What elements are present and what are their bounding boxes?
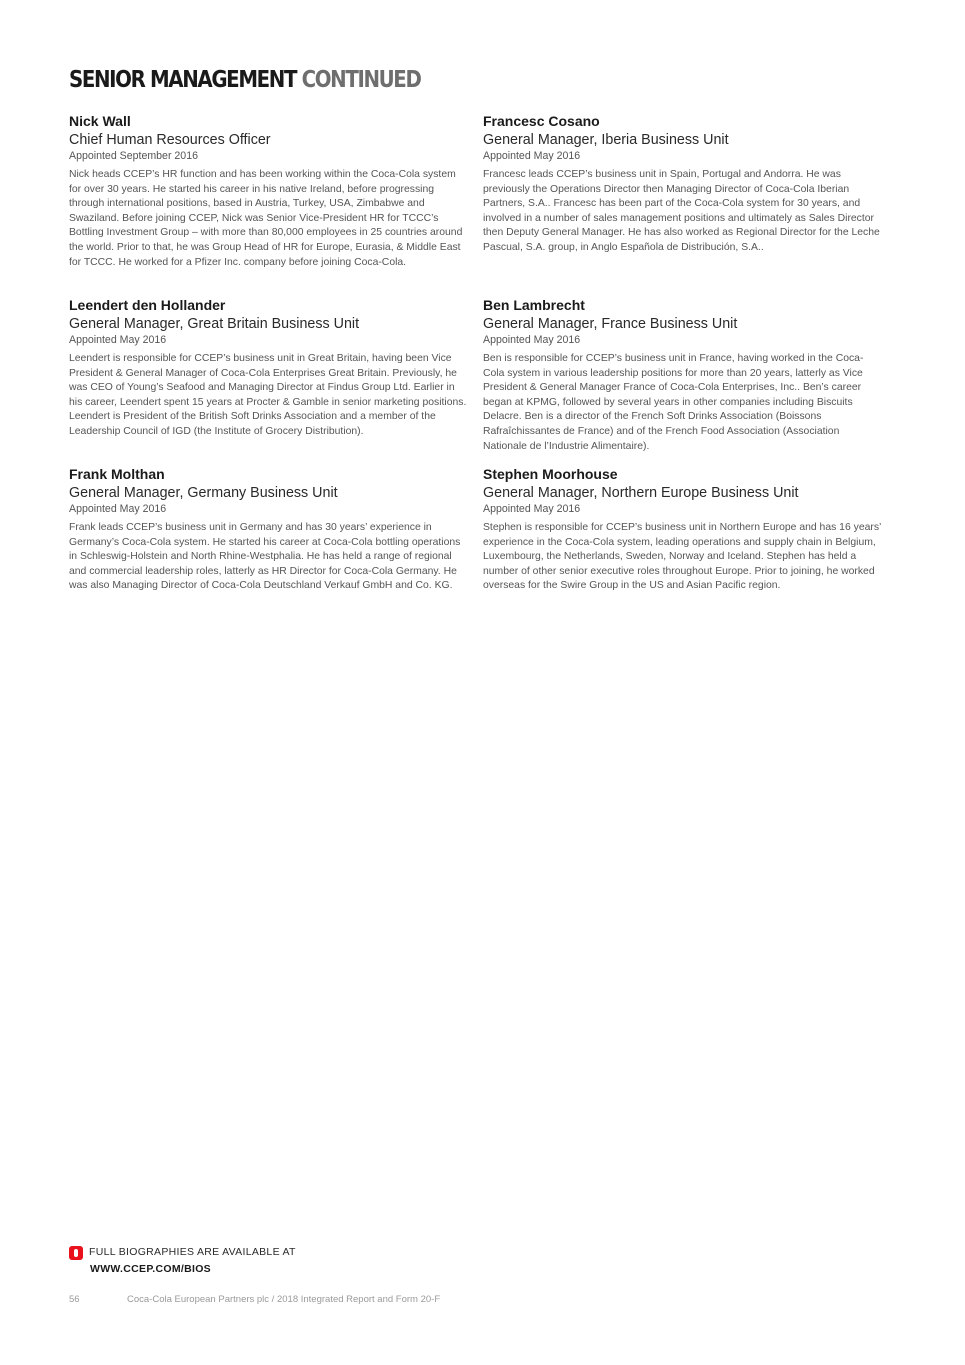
bio-stephen-moorhouse [483, 466, 883, 594]
bio-appointed: Appointed May 2016 [69, 334, 167, 346]
bio-role: General Manager, Northern Europe Business Unit [483, 485, 799, 501]
bio-francesc-cosano [483, 113, 883, 256]
bottle-icon [69, 1246, 83, 1260]
bio-role: General Manager, Germany Business Unit [69, 485, 338, 501]
heading-continued: CONTINUED [301, 67, 421, 93]
bios-url-link[interactable]: WWW.CCEP.COM/BIOS [90, 1263, 211, 1275]
bio-description: Frank leads CCEP’s business unit in Germany and has 30 years’ experience in Germany’s Coca-Cola system. He started his career at Coca-Cola bottling operations in Schleswig-Holstein and North Rhine-Westphalia. He has held a range of regional and commercial leadership roles, latterly as HR Director for Coca-Cola Germany. He was also Managing Director of Coca-Cola Deutschland Verkauf GmbH and Co. KG. [69, 522, 461, 592]
bio-frank-molthan [69, 466, 469, 594]
bio-appointed: Appointed May 2016 [483, 150, 581, 162]
bio-description: Nick heads CCEP’s HR function and has been working within the Coca-Cola system for over 30 years. He started his career in his native Ireland, before progressing through international positions, based in Austria, Turkey, USA, Zimbabwe and Swaziland. Before joining CCEP, Nick was Senior Vice-President HR for TCCC’s Bottling Investment Group – with more than 80,000 employees in 25 countries around the world. Prior to that, he was Group Head of HR for Europe, Eurasia, & Middle East for TCCC. He worked for a Pfizer Inc. company before joining Coca-Cola. [69, 169, 463, 268]
bio-description: Ben is responsible for CCEP’s business unit in France, having worked in the Coca-Cola system in various leadership positions for more than 20 years, latterly as Vice President & General Manager France of Coca-Cola Enterprises, Inc.. Ben’s career began at KPMG, followed by several years in other companies including Biscuits Delacre. Ben is a director of the French Soft Drinks Association (Boissons Rafraîchissantes de France) and of the French Food Association (Association Nationale de l’Industrie Alimentaire). [483, 353, 864, 452]
page-heading [69, 66, 420, 94]
heading-main: SENIOR MANAGEMENT [69, 67, 297, 93]
bio-description: Stephen is responsible for CCEP’s business unit in Northern Europe and has 16 years’ experience in the Coca-Cola system, leading operations and supply chain in Belgium, Luxembourg, the Netherlands, Sweden, Norway and Iceland. Stephen has held a number of other senior executive roles throughout Europe. Prior to joining, he worked overseas for the Swire Group in the US and Asian Pacific region. [483, 522, 881, 592]
page-footer [69, 1294, 440, 1305]
page-number: 56 [69, 1294, 80, 1305]
bio-name: Francesc Cosano [483, 113, 600, 129]
bio-nick-wall [69, 113, 469, 270]
bio-description: Leendert is responsible for CCEP’s business unit in Great Britain, having been Vice President & General Manager of Coca-Cola Enterprises Great Britain. Previously, he was CEO of Young’s Seafood and Managing Director at Findus Group Ltd. Earlier in his career, Leendert spent 15 years at Procter & Gamble in senior marketing positions. Leendert is President of the British Soft Drinks Association and a member of the Leadership Council of IGD (the Institute of Grocery Distribution). [69, 353, 467, 437]
full-biographies-text: FULL BIOGRAPHIES ARE AVAILABLE AT [89, 1246, 296, 1258]
bio-appointed: Appointed May 2016 [483, 334, 581, 346]
bio-name: Nick Wall [69, 113, 131, 129]
bio-name: Frank Molthan [69, 466, 165, 482]
bio-ben-lambrecht [483, 297, 883, 454]
bio-name: Stephen Moorhouse [483, 466, 618, 482]
bio-role: General Manager, France Business Unit [483, 316, 738, 332]
bio-name: Ben Lambrecht [483, 297, 585, 313]
bio-role: General Manager, Great Britain Business Unit [69, 316, 360, 332]
bio-leendert-den-hollander [69, 297, 469, 440]
bio-name: Leendert den Hollander [69, 297, 226, 313]
bio-role: General Manager, Iberia Business Unit [483, 132, 729, 148]
bio-appointed: Appointed May 2016 [483, 503, 581, 515]
footer-text: Coca-Cola European Partners plc / 2018 Integrated Report and Form 20-F [127, 1294, 441, 1305]
bio-description: Francesc leads CCEP’s business unit in Spain, Portugal and Andorra. He was previously the Operations Director then Managing Director of Coca-Cola Iberian Partners, S.A.. Francesc has been part of the Coca-Cola system for 30 years, and involved in a number of sales management positions and ultimately as Sales Director then Deputy General Manager. He has also worked as Regional Director for the Leche Pascual, S.A. group, in Anglo Española de Distribución, S.A.. [483, 169, 880, 253]
bio-appointed: Appointed September 2016 [69, 150, 198, 162]
bio-role: Chief Human Resources Officer [69, 132, 271, 148]
bio-appointed: Appointed May 2016 [69, 503, 167, 515]
